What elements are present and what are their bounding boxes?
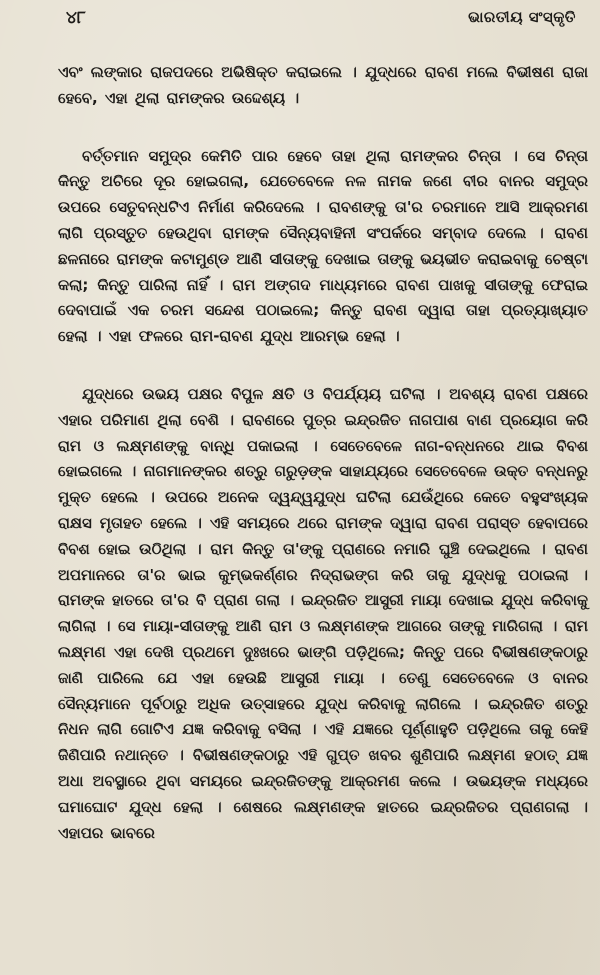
paragraph-gap [58, 350, 588, 382]
paragraph-3: ଯୁଦ୍ଧରେ ଉଭୟ ପକ୍ଷର ବିପୁଳ କ୍ଷତି ଓ ବିପର୍ଯ୍ୟୟ ଘଟିଲା । ଅବଶ୍ୟ ରାବଣ ପକ୍ଷରେ ଏହାର ପରିମାଣ ଥିଲା ବେଶି । ରାବଣରେ ପୁତ୍ର ଇନ୍ଦ୍ରଜିତ ନାଗପାଶ ବାଣ ପ୍ରୟୋଗ କରି ରାମ ଓ ଲକ୍ଷ୍ମଣଙ୍କୁ ବାନ୍ଧି ପକାଇଲା । ସେତେବେଳେ ନାଗ-ବନ୍ଧନରେ ଥାଇ ବିବଶ ହୋଇଗଲେ । ନାଗମାନଙ୍କର ଶତ୍ରୁ ଗରୁଡ଼ଙ୍କ ସାହାଯ୍ୟରେ ସେତେବେଳେ ଉକ୍ତ ବନ୍ଧନରୁ ମୁକ୍ତ ହେଲେ । ଉପରେ ଅନେକ ଦ୍ୱନ୍ଦ୍ୱଯୁଦ୍ଧ ଘଟିଲା ଯେଉଁଥିରେ କେତେ ବହୁସଂଖ୍ୟକ ରାକ୍ଷସ ମୃତାହତ ହେଲେ । ଏହି ସମୟରେ ଥରେ ରାମଙ୍କ ଦ୍ୱାରା ରାବଣ ପରାସ୍ତ ହେବାପରେ ବିବଶ ହୋଇ ଉଠିଥିଲା । ରାମ କିନ୍ତୁ ତା'ଙ୍କୁ ପ୍ରାଣରେ ନମାରି ଘୁଞ୍ଚି ଦେଇଥିଲେ । ରାବଣ ଅପମାନରେ ତା'ର ଭାଇ କୁମ୍ଭକର୍ଣ୍ଣର ନିଦ୍ରାଭଙ୍ଗ କରି ତାକୁ ଯୁଦ୍ଧକୁ ପଠାଇଲା । ରାମଙ୍କ ହାତରେ ତା'ର ବି ପ୍ରାଣ ଗଲା । ଇନ୍ଦ୍ରଜିତ ଆସୁରୀ ମାୟା ଦେଖାଇ ଯୁଦ୍ଧ କରିବାକୁ ଲାଗିଲା । ସେ ମାୟା-ସୀତାଙ୍କୁ ଆଣି ରାମ ଓ ଲକ୍ଷ୍ମଣଙ୍କ ଆଗରେ ତାଙ୍କୁ ମାରିଗଲା । ରାମ ଲକ୍ଷ୍ମଣ ଏହା ଦେଖି ପ୍ରଥମେ ଦୁଃଖରେ ଭାଙ୍ଗି ପଡ଼ିଥିଲେ; କିନ୍ତୁ ପରେ ବିଭୀଷଣଙ୍କଠାରୁ ଜାଣି ପାରିଲେ ଯେ ଏହା ହେଉଛି ଆସୁରୀ ମାୟା । ତେଣୁ ସେତେବେଳେ ଓ ବାନର ସୈନ୍ୟମାନେ ପୂର୍ବଠାରୁ ଅଧିକ ଉତ୍ସାହରେ ଯୁଦ୍ଧ କରିବାକୁ ଲାଗିଲେ । ଇନ୍ଦ୍ରଜିତ ଶତ୍ରୁ ନିଧନ ଲାଗି ଗୋଟିଏ ଯଜ୍ଞ କରିବାକୁ ବସିଲା । ଏହି ଯଜ୍ଞରେ ପୂର୍ଣ୍ଣାହୁତି ପଡ଼ିଥିଲେ ତାକୁ କେହି ଜିଣିପାରି ନଥାନ୍ତେ । ବିଭୀଷଣଙ୍କଠାରୁ ଏହି ଗୁପ୍ତ ଖବର ଶୁଣିପାରି ଲକ୍ଷ୍ମଣ ହଠାତ୍ ଯଜ୍ଞ ଅଧା ଅବସ୍ଥାରେ ଥିବା ସମୟରେ ଇନ୍ଦ୍ରଜିତଙ୍କୁ ଆକ୍ରମଣ କଲେ । ଉଭୟଙ୍କ ମଧ୍ୟରେ ଘମାଘୋଟ ଯୁଦ୍ଧ ହେଲା । ଶେଷରେ ଲକ୍ଷ୍ମଣଙ୍କ ହାତରେ ଇନ୍ଦ୍ରଜିତର ପ୍ରାଣଗଲା । ଏହାପର ଭାବରେ [58, 384, 588, 842]
running-title: ଭାରତୀୟ ସଂସ୍କୃତି [468, 8, 576, 26]
paragraph-gap [58, 112, 588, 144]
body-text [58, 60, 588, 846]
page-number: ୪୮ [66, 8, 86, 28]
paragraph-1: ଏବଂ ଲଙ୍କାର ରାଜପଦରେ ଅଭିଷିକ୍ତ କରାଇଲେ । ଯୁଦ୍ଧରେ ରାବଣ ମଲେ ବିଭୀଷଣ ରାଜା ହେବେ, ଏହା ଥିଲା ରାମଙ୍କର ଉଦ୍ଦେଶ୍ୟ । [58, 63, 588, 107]
paragraph-2: ବର୍ତ୍ତମାନ ସମୁଦ୍ର କେମିତି ପାର ହେବେ ତାହା ଥିଲା ରାମଙ୍କର ଚିନ୍ତା । ସେ ଚିନ୍ତା କିନ୍ତୁ ଅଚିରେ ଦୂର ହୋଇଗଲା, ଯେତେବେଳେ ନଳ ନାମକ ଜଣେ ବୀର ବାନର ସମୁଦ୍ର ଉପରେ ସେତୁବନ୍ଧଟିଏ ନିର୍ମାଣ କରିଦେଲେ । ରାବଣଙ୍କୁ ତା'ର ଚରମାନେ ଆସି ଆକ୍ରମଣ ଲାଗି ପ୍ରସ୍ତୁତ ହେଉଥିବା ରାମଙ୍କ ସୈନ୍ୟବାହିନୀ ସଂପର୍କରେ ସମ୍ବାଦ ଦେଲେ । ରାବଣ ଛଳନାରେ ରାମଙ୍କ କଟାମୁଣ୍ଡ ଆଣି ସୀତାଙ୍କୁ ଦେଖାଇ ତାଙ୍କୁ ଭୟଭୀତ କରାଇବାକୁ ଚେଷ୍ଟା କଲା; କିନ୍ତୁ ପାରିଲା ନାହିଁ । ରାମ ଅଙ୍ଗଦ ମାଧ୍ୟମରେ ରାବଣ ପାଖକୁ ସୀତାଙ୍କୁ ଫେରାଇ ଦେବାପାଇଁ ଏକ ଚରମ ସନ୍ଦେଶ ପଠାଇଲେ; କିନ୍ତୁ ରାବଣ ଦ୍ୱାରା ତାହା ପ୍ରତ୍ୟାଖ୍ୟାତ ହେଲା । ଏହା ଫଳରେ ରାମ-ରାବଣ ଯୁଦ୍ଧ ଆରମ୍ଭ ହେଲା । [58, 146, 588, 346]
page-header [0, 6, 600, 34]
